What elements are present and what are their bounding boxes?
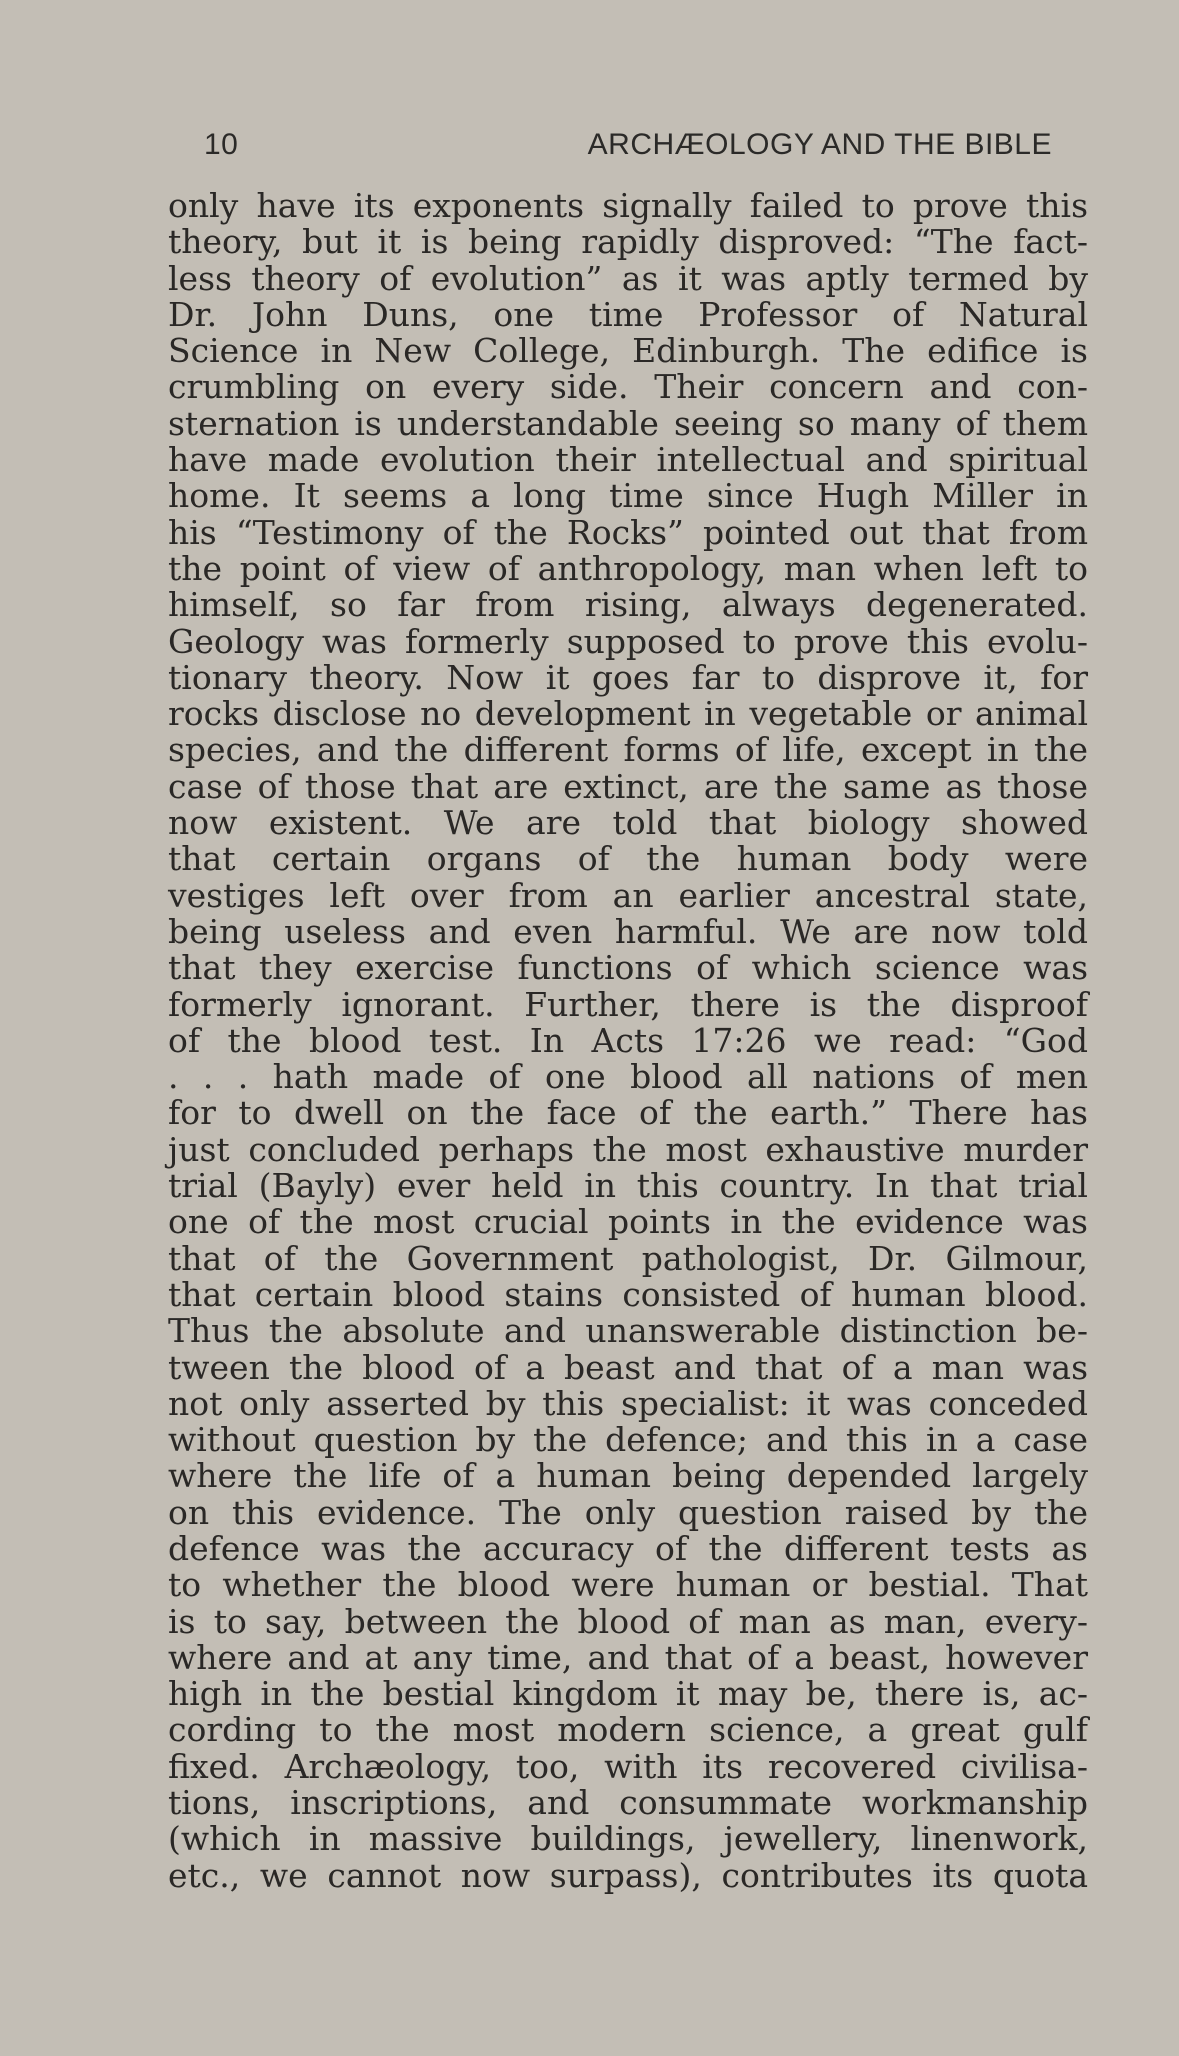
text-line: tween the blood of a beast and that of a man was xyxy=(168,1347,1088,1387)
text-line: where and at any time, and that of a beast, however xyxy=(168,1637,1088,1677)
text-line: just concluded perhaps the most exhaustive murder xyxy=(168,1129,1088,1169)
text-line: of the blood test. In Acts 17:26 we read: “God xyxy=(168,1020,1088,1060)
text-line: cording to the most modern science, a great gulf xyxy=(168,1710,1088,1750)
text-line: Dr. John Duns, one time Professor of Natural xyxy=(168,294,1088,334)
text-line: the point of view of anthropology, man when left to xyxy=(168,548,1088,588)
text-line: have made evolution their intellectual and spiritual xyxy=(168,440,1088,480)
text-line: not only asserted by this specialist: it was conceded xyxy=(168,1383,1088,1423)
text-line: formerly ignorant. Further, there is the disproof xyxy=(168,984,1088,1024)
text-line: defence was the accuracy of the different tests as xyxy=(168,1528,1088,1568)
text-line: without question by the defence; and this in a case xyxy=(168,1420,1088,1460)
text-line: now existent. We are told that biology showed xyxy=(168,803,1088,843)
text-line: case of those that are extinct, are the same as those xyxy=(168,766,1088,806)
text-line: fixed. Archæology, too, with its recovered civilisa- xyxy=(168,1746,1088,1786)
text-line: on this evidence. The only question raised by the xyxy=(168,1492,1088,1532)
text-line: home. It seems a long time since Hugh Miller in xyxy=(168,476,1088,516)
text-line: Geology was formerly supposed to prove this evolu- xyxy=(168,621,1088,661)
text-line: less theory of evolution” as it was aptly termed by xyxy=(168,258,1088,298)
text-line: to whether the blood were human or bestial. That xyxy=(168,1565,1088,1605)
text-line: that they exercise functions of which science was xyxy=(168,948,1088,988)
text-line: species, and the different forms of life, except in the xyxy=(168,730,1088,770)
text-line: rocks disclose no development in vegetable or animal xyxy=(168,694,1088,734)
text-line: tionary theory. Now it goes far to disprove it, for xyxy=(168,657,1088,697)
text-line: is to say, between the blood of man as man, every- xyxy=(168,1601,1088,1641)
text-line: trial (Bayly) ever held in this country. In that trial xyxy=(168,1166,1088,1206)
text-line: Thus the absolute and unanswerable distinction be- xyxy=(168,1311,1088,1351)
text-line: for to dwell on the face of the earth.” There has xyxy=(168,1093,1088,1133)
text-line: sternation is understandable seeing so many of them xyxy=(168,403,1088,443)
text-line: high in the bestial kingdom it may be, there is, ac- xyxy=(168,1674,1088,1714)
text-line: only have its exponents signally failed to prove this xyxy=(168,186,1088,225)
text-line: Science in New College, Edinburgh. The edifice is xyxy=(168,331,1088,371)
text-line: theory, but it is being rapidly disproved: “The fact- xyxy=(168,222,1088,262)
text-line: his “Testimony of the Rocks” pointed out that from xyxy=(168,512,1088,552)
text-line: one of the most crucial points in the evidence was xyxy=(168,1202,1088,1242)
text-line: vestiges left over from an earlier ancestral state, xyxy=(168,875,1088,915)
text-line: crumbling on every side. Their concern and con- xyxy=(168,367,1088,407)
body-text xyxy=(168,188,1088,1894)
text-line: that certain blood stains consisted of human blood. xyxy=(168,1274,1088,1314)
page-header xyxy=(168,128,1052,172)
text-line: that of the Government pathologist, Dr. Gilmour, xyxy=(168,1238,1088,1278)
text-line: tions, inscriptions, and consummate workmanship xyxy=(168,1783,1088,1823)
running-head: ARCHÆOLOGY AND THE BIBLE xyxy=(587,128,1052,161)
text-line: (which in massive buildings, jewellery, linenwork, xyxy=(168,1819,1088,1859)
text-line: being useless and even harmful. We are now told xyxy=(168,911,1088,951)
text-line: etc., we cannot now surpass), contributes its quota xyxy=(168,1855,1088,1895)
page-number: 10 xyxy=(204,128,239,161)
text-line: where the life of a human being depended largely xyxy=(168,1456,1088,1496)
text-line: himself, so far from rising, always degenerated. xyxy=(168,585,1088,625)
text-line: that certain organs of the human body were xyxy=(168,839,1088,879)
text-line: . . . hath made of one blood all nations of men xyxy=(168,1057,1088,1097)
